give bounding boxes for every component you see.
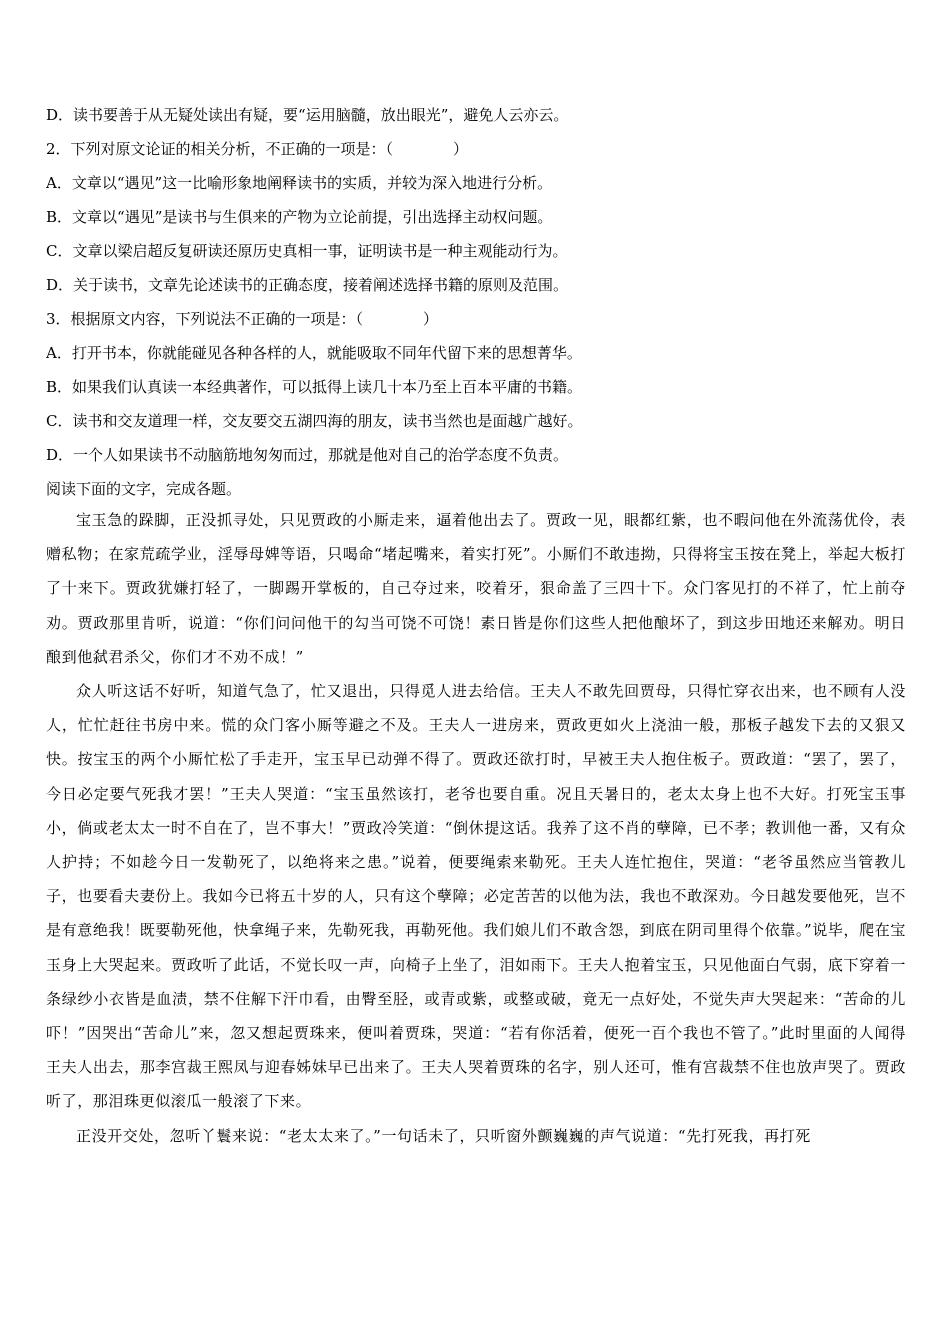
- q2-option-d: D．关于读书，文章先论述读书的正确态度，接着阐述选择书籍的原则及范围。: [46, 276, 569, 294]
- q1-option-d: D．读书要善于从无疑处读出有疑，要“运用脑髓，放出眼光”，避免人云亦云。: [46, 106, 569, 124]
- q3-stem: 3．根据原文内容，下列说法不正确的一项是：（ ）: [46, 310, 439, 328]
- q3-option-b: B．如果我们认真读一本经典著作，可以抵得上读几十本乃至上百本平庸的书籍。: [46, 378, 583, 396]
- q3-option-d: D．一个人如果读书不动脑筋地匆匆而过，那就是他对自己的治学态度不负责。: [46, 446, 569, 464]
- q3-option-a: A．打开书本，你就能碰见各种各样的人，就能吸取不同年代留下来的思想菁华。: [46, 344, 582, 362]
- passage-paragraph-1: 宝玉急的跺脚，正没抓寻处，只见贾政的小厮走来，逼着他出去了。贾政一见，眼都红紫，也不暇问他在外流荡优伶，表赠私物；在家荒疏学业，淫辱母婢等语，只喝命“堵起嘴来，着实打死”。小厮们不敢违拗，只得将宝玉按在凳上，举起大板打了十来下。贾政犹嫌打轻了，一脚踢开掌板的，自己夺过来，咬着牙，狠命盖了三四十下。众门客见打的不祥了，忙上前夺劝。贾政那里肯听，说道：“你们问问他干的勾当可饶不可饶！素日皆是你们这些人把他酿坏了，到这步田地还来解劝。明日酿到他弑君杀父，你们才不劝不成！”: [46, 511, 906, 666]
- passage-paragraph-3: 正没开交处，忽听丫鬟来说：“老太太来了。”一句话未了，只听窗外颤巍巍的声气说道：“先打死我，再打死: [76, 1126, 811, 1145]
- question-block: [46, 98, 906, 506]
- q3-option-c: C．读书和交友道理一样，交友要交五湖四海的朋友，读书当然也是面越广越好。: [46, 412, 583, 430]
- reading-instruction: 阅读下面的文字，完成各题。: [46, 480, 242, 498]
- q2-option-b: B．文章以“遇见”是读书与生俱来的产物为立论前提，引出选择主动权问题。: [46, 208, 553, 226]
- q2-option-a: A．文章以“遇见”这一比喻形象地阐释读书的实质，并较为深入地进行分析。: [46, 174, 553, 192]
- q2-stem: 2．下列对原文论证的相关分析，不正确的一项是：（ ）: [46, 140, 469, 158]
- q2-option-c: C．文章以梁启超反复研读还原历史真相一事，证明读书是一种主观能动行为。: [46, 242, 568, 260]
- passage-paragraph-2: 众人听这话不好听，知道气急了，忙又退出，只得觅人进去给信。王夫人不敢先回贾母，只得忙穿衣出来，也不顾有人没人，忙忙赶往书房中来。慌的众门客小厮等避之不及。王夫人一进房来，贾政更如火上浇油一般，那板子越发下去的又狠又快。按宝玉的两个小厮忙松了手走开，宝玉早已动弹不得了。贾政还欲打时，早被王夫人抱住板子。贾政道：“罢了，罢了，今日必定要气死我才罢！”王夫人哭道：“宝玉虽然该打，老爷也要自重。况且天暑日的，老太太身上也不大好。打死宝玉事小，倘或老太太一时不自在了，岂不事大！”贾政冷笑道：“倒休提这话。我养了这不肖的孽障，已不孝；教训他一番，又有众人护持；不如趁今日一发勒死了，以绝将来之患。”说着，便要绳索来勒死。王夫人连忙抱住，哭道：“老爷虽然应当管教儿子，也要看夫妻份上。我如今已将五十岁的人，只有这个孽障；必定苦苦的以他为法，我也不敢深劝。今日越发要他死，岂不是有意绝我！既要勒死他，快拿绳子来，先勒死我，再勒死他。我们娘儿们不敢含怨，到底在阴司里得个依靠。”说毕，爬在宝玉身上大哭起来。贾政听了此话，不觉长叹一声，向椅子上坐了，泪如雨下。王夫人抱着宝玉，只见他面白气弱，底下穿着一条绿纱小衣皆是血渍，禁不住解下汗巾看，由臀至胫，或青或紫，或整或破，竟无一点好处，不觉失声大哭起来：“苦命的儿吓！”因哭出“苦命儿”来，忽又想起贾珠来，便叫着贾珠，哭道：“若有你活着，便死一百个我也不管了。”此时里面的人闻得王夫人出去，那李宫裁王熙凤与迎春姊妹早已出来了。王夫人哭着贾珠的名字，别人还可，惟有宫裁禁不住也放声哭了。贾政听了，那泪珠更似滚瓜一般滚了下来。: [46, 682, 906, 1111]
- reading-passage: [46, 503, 906, 1153]
